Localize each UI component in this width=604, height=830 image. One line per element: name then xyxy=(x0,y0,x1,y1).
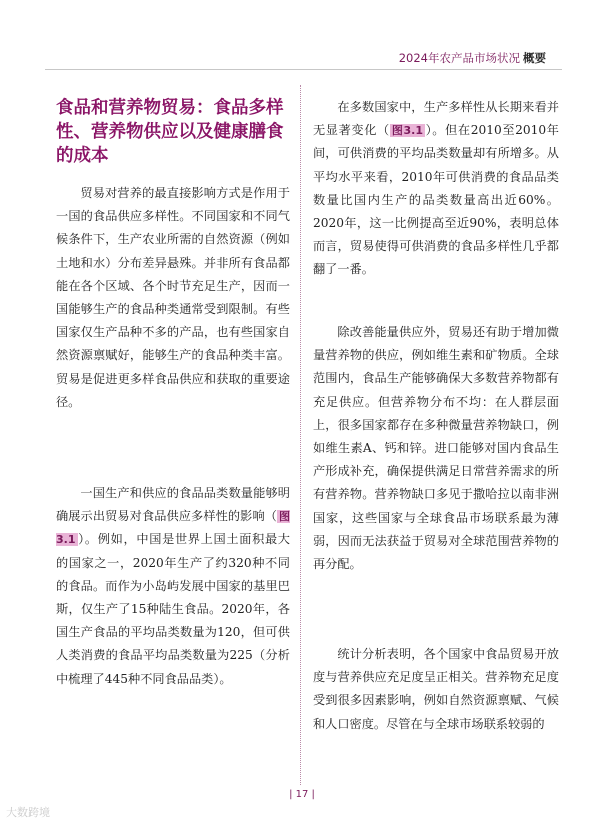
right-paragraph-1-text-a: 在多数国家中，生产多样性从长期来看并无显著变化（ xyxy=(313,100,559,138)
header-rule xyxy=(45,69,562,70)
left-paragraph-2-text-b: ）。例如，中国是世界上国土面积最大的国家之一，2020年生产了约320种不同的食品。而作为小岛屿发展中国家的基里巴斯，仅生产了15种陆生食品。2020年，各国生产食品的平均品类数量为120，但可供人类消费的食品平均品类数量为225（分析中梳理了445种不同食品品类）。 xyxy=(56,532,290,686)
figure-ref-link[interactable]: 图3.1 xyxy=(391,124,423,138)
left-paragraph-2-text-a: 一国生产和供应的食品品类数量能够明确展示出贸易对食品供应多样性的影响（ xyxy=(56,486,290,524)
report-title: 2024年农产品市场状况 xyxy=(398,51,520,65)
section-label: 概要 xyxy=(523,51,546,65)
right-paragraph-1 xyxy=(313,96,559,282)
column-divider xyxy=(300,85,301,785)
left-paragraph-1: 贸易对营养的最直接影响方式是作用于一国的食品供应多样性。不同国家和不同气候条件下，生产农业所需的自然资源（例如土地和水）分布差异悬殊。并非所有食品都能在各个区域、各个时节充足生产，因而一国能够生产的食品种类通常受到限制。有些国家仅生产品种不多的产品，也有些国家自然资源禀赋好，能够生产的食品种类丰富。贸易是促进更多样食品供应和获取的重要途径。 xyxy=(56,186,290,409)
watermark-logo: 大数跨境 xyxy=(6,806,50,819)
right-paragraph-2: 除改善能量供应外，贸易还有助于增加微量营养物的供应，例如维生素和矿物质。全球范围内，食品生产能够确保大多数营养物都有充足供应。但营养物分布不均：在人群层面上，很多国家都存在多种微量营养物缺口，例如维生素A、钙和锌。进口能够对国内食品生产形成补充，确保提供满足日常营养需求的所有营养物。营养物缺口多见于撒哈拉以南非洲国家，这些国家与全球食品市场联系最为薄弱，因而无法获益于贸易对全球范围营养物的再分配。 xyxy=(313,325,559,572)
right-paragraph-1-text-b: ）。但在2010至2010年间，可供消费的平均品类数量却有所增多。从平均水平来看，2010年可供消费的食品品类数量比国内生产的品类数量高出近60%。2020年，这一比例提高至近90%，表明总体而言，贸易使得可供消费的食品多样性几乎都翻了一番。 xyxy=(313,123,559,277)
left-paragraph-2 xyxy=(56,482,290,691)
right-paragraph-3: 统计分析表明，各个国家中食品贸易开放度与营养供应充足度呈正相关。营养物充足度受到很多因素影响，例如自然资源禀赋、气候和人口密度。尽管在与全球市场联系较弱的 xyxy=(313,647,559,731)
running-header xyxy=(399,50,546,66)
figure-ref-link[interactable]: 图3.1 xyxy=(56,510,290,547)
page-number: | 17 | xyxy=(289,789,315,800)
section-title: 食品和营养物贸易：食品多样性、营养物供应以及健康膳食的成本 xyxy=(56,98,284,166)
